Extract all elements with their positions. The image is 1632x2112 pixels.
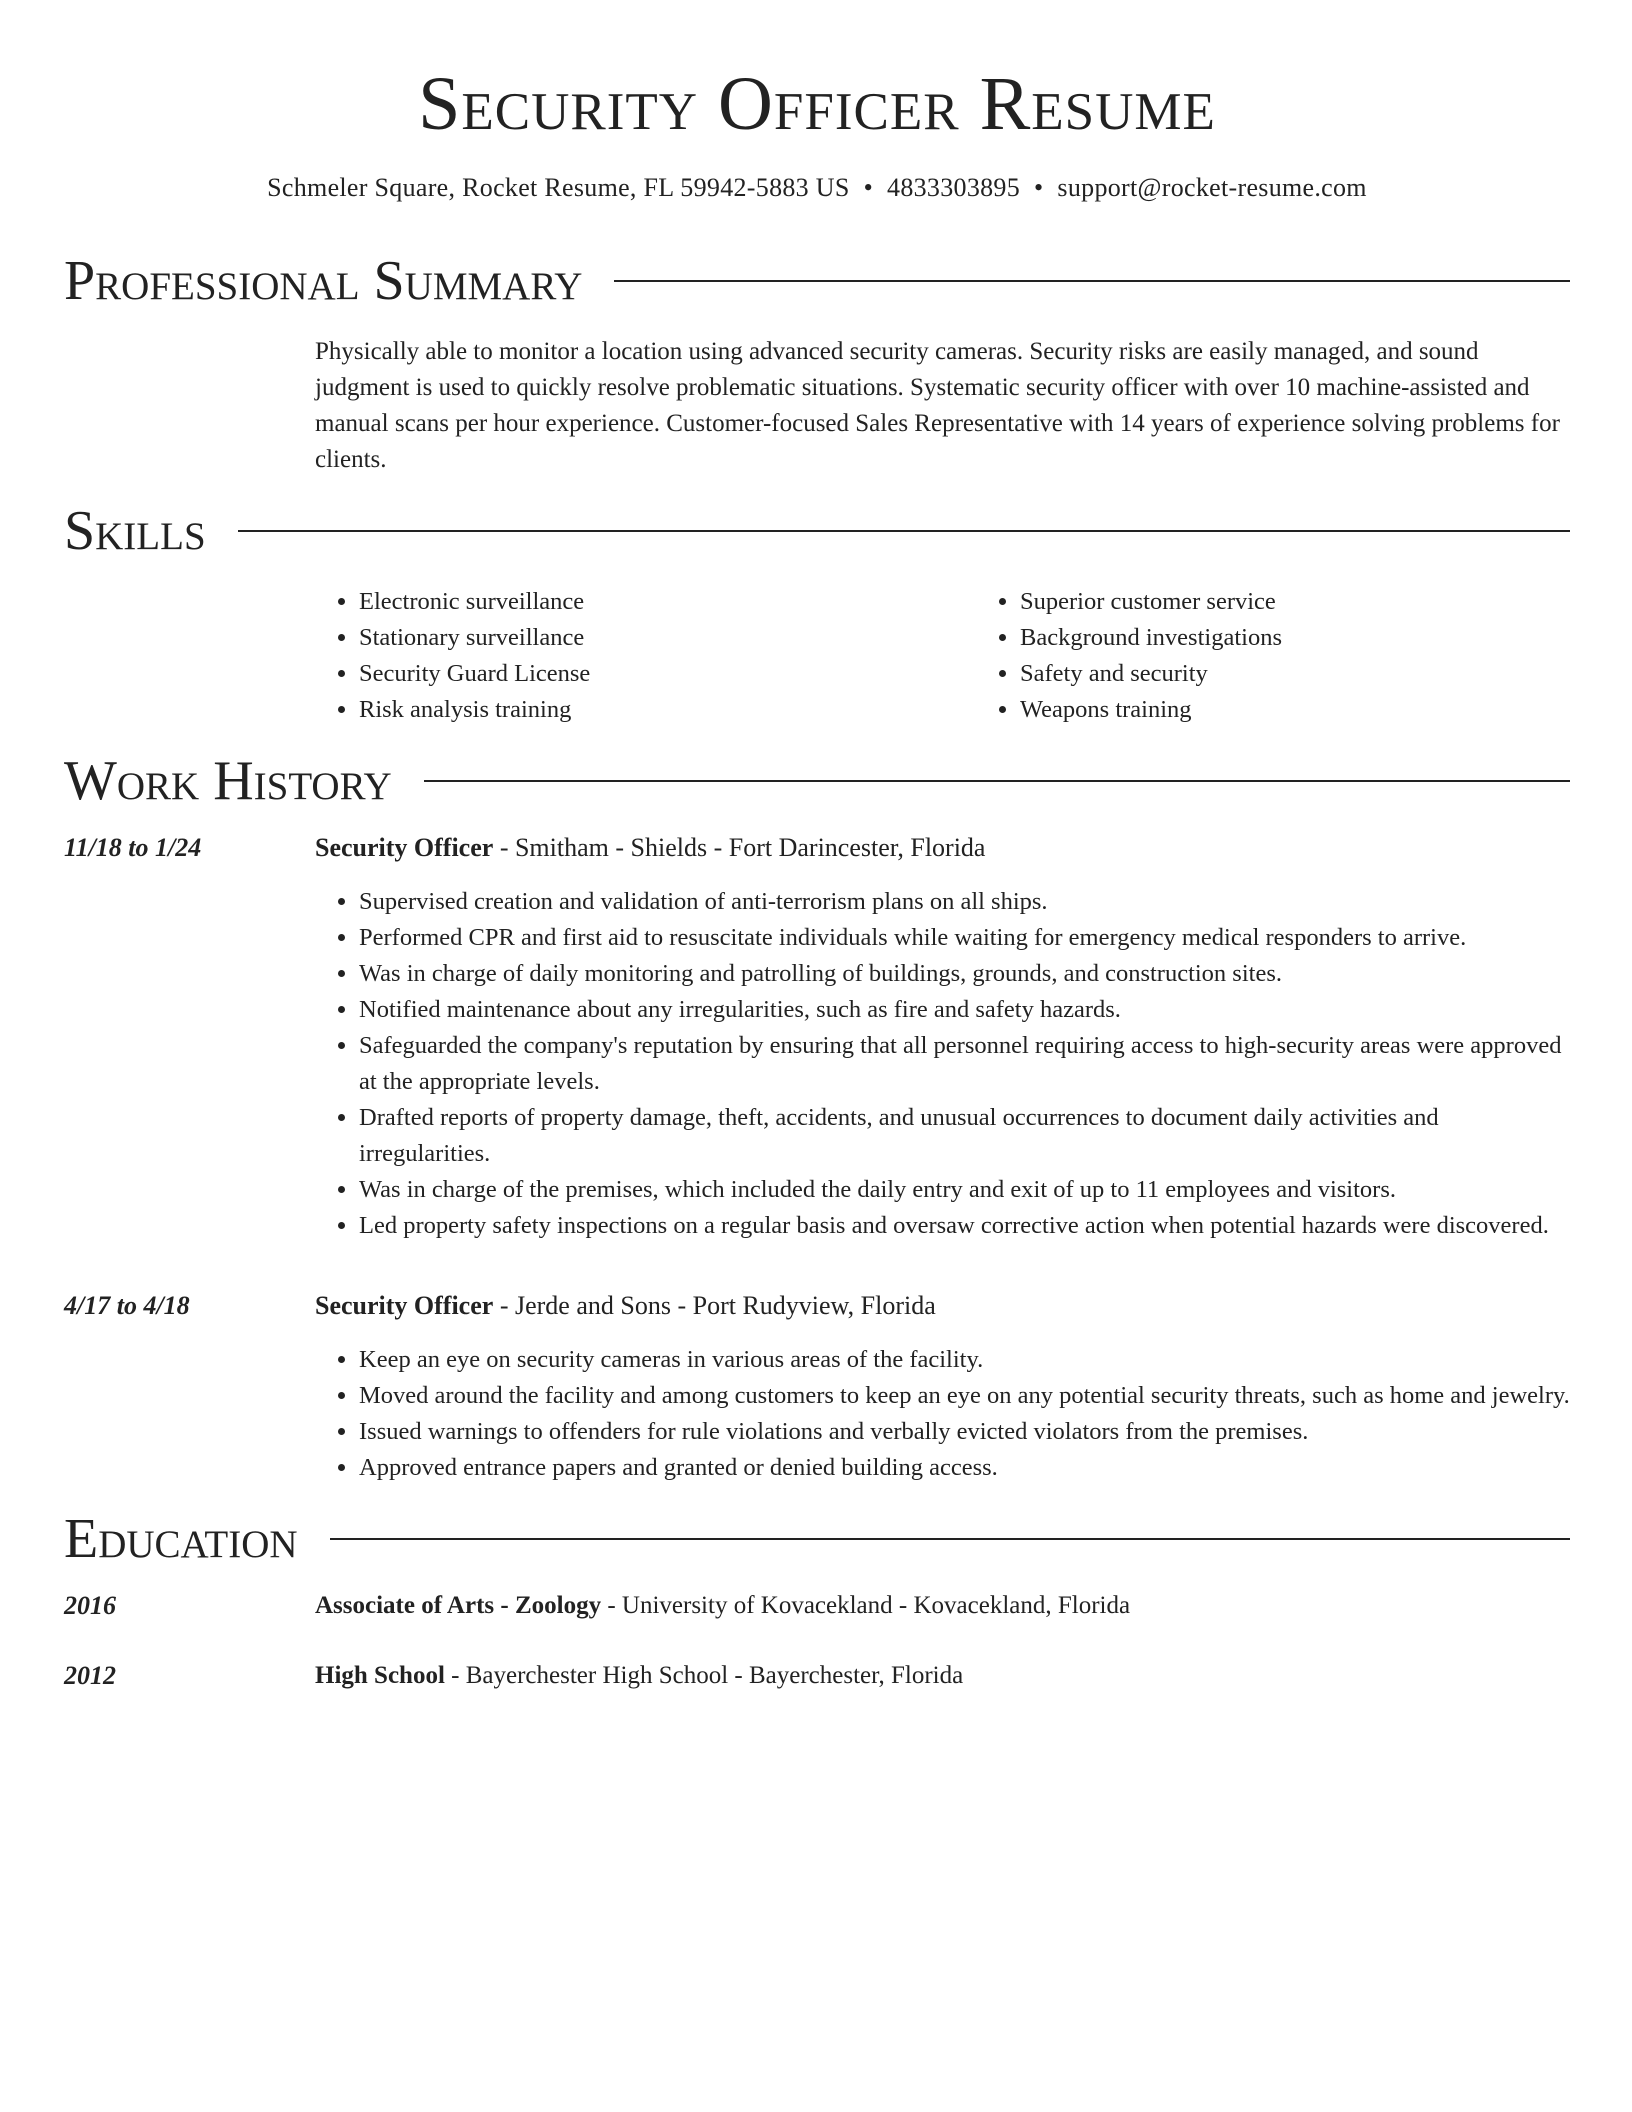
- skill-item: • Superior customer service: [1020, 584, 1632, 620]
- summary-row: [64, 334, 1570, 478]
- skills-heading: Skills: [64, 500, 206, 562]
- job-bullets: [315, 1342, 1570, 1486]
- summary-section-header: [64, 248, 1570, 314]
- education-entry: [64, 1588, 1570, 1624]
- job-bullet: • Supervised creation and validation of anti-terrorism plans on all ships.: [359, 884, 1570, 920]
- skill-item: • Stationary surveillance: [359, 620, 976, 656]
- education-year: 2016: [64, 1591, 116, 1620]
- job-bullet: • Was in charge of daily monitoring and patrolling of buildings, grounds, and construction sites.: [359, 956, 1570, 992]
- education-details: - University of Kovacekland - Kovacekland, Florida: [601, 1592, 1131, 1619]
- education-heading: Education: [64, 1508, 298, 1570]
- contact-email: support@rocket-resume.com: [1057, 173, 1367, 202]
- job-bullet: • Keep an eye on security cameras in various areas of the facility.: [359, 1342, 1570, 1378]
- job-details: - Jerde and Sons - Port Rudyview, Florida: [493, 1291, 936, 1320]
- skill-item: • Electronic surveillance: [359, 584, 976, 620]
- contact-separator: •: [1034, 173, 1044, 202]
- job-bullet: • Moved around the facility and among customers to keep an eye on any potential security threats, such as home and jewelry.: [359, 1378, 1570, 1414]
- summary-heading: Professional Summary: [64, 250, 583, 312]
- contact-phone: 4833303895: [887, 173, 1021, 202]
- job-title-line: [315, 830, 1570, 866]
- education-section-header: [64, 1506, 1570, 1572]
- section-divider: [614, 280, 1570, 282]
- section-divider: [238, 530, 1570, 532]
- education-year: 2012: [64, 1661, 116, 1690]
- job-bullet: • Was in charge of the premises, which included the daily entry and exit of up to 11 employees and visitors.: [359, 1172, 1570, 1208]
- education-entry: [64, 1658, 1570, 1694]
- skills-list-left: [315, 584, 976, 728]
- skills-row: [64, 584, 1570, 728]
- job-bullet: • Drafted reports of property damage, theft, accidents, and unusual occurrences to document daily activities and irregularities.: [359, 1100, 1570, 1172]
- job-title: Security Officer: [315, 833, 494, 862]
- skill-item: • Risk analysis training: [359, 692, 976, 728]
- work-heading: Work History: [64, 750, 392, 812]
- job-entry: [64, 1288, 1570, 1486]
- job-bullets: [315, 884, 1570, 1244]
- work-section-header: [64, 748, 1570, 814]
- section-divider: [424, 780, 1570, 782]
- contact-separator: •: [863, 173, 874, 202]
- section-divider: [330, 1538, 1570, 1540]
- skills-list-right: [976, 584, 1632, 728]
- resume-title: Security Officer Resume: [418, 62, 1216, 146]
- job-bullet: • Issued warnings to offenders for rule violations and verbally evicted violators from the premises.: [359, 1414, 1570, 1450]
- skill-item: • Safety and security: [1020, 656, 1632, 692]
- summary-text: Physically able to monitor a location using advanced security cameras. Security risks are easily managed, and sound judgment is used to quickly resolve problematic situations. Systematic security officer with over 10 machine-assisted and manual scans per hour experience. Customer-focused Sales Representative with 14 years of experience solving problems for clients.: [315, 338, 1560, 473]
- skill-item: • Weapons training: [1020, 692, 1632, 728]
- skill-item: • Background investigations: [1020, 620, 1632, 656]
- job-title-line: [315, 1288, 1570, 1324]
- job-bullet: • Approved entrance papers and granted or denied building access.: [359, 1450, 1570, 1486]
- job-bullet: • Performed CPR and first aid to resuscitate individuals while waiting for emergency medical responders to arrive.: [359, 920, 1570, 956]
- contact-address: Schmeler Square, Rocket Resume, FL 59942-5883 US: [267, 173, 850, 202]
- job-dates: 11/18 to 1/24: [64, 833, 202, 862]
- contact-line: [64, 170, 1570, 206]
- education-degree: Associate of Arts - Zoology: [315, 1592, 602, 1619]
- job-bullet: • Led property safety inspections on a regular basis and oversaw corrective action when potential hazards were discovered.: [359, 1208, 1570, 1244]
- education-degree: High School: [315, 1662, 445, 1689]
- skills-section-header: [64, 498, 1570, 564]
- education-details: - Bayerchester High School - Bayerchester, Florida: [444, 1662, 964, 1689]
- skills-columns: [315, 584, 1632, 728]
- skill-item: • Security Guard License: [359, 656, 976, 692]
- job-entry: [64, 830, 1570, 1244]
- job-details: - Smitham - Shields - Fort Darincester, Florida: [493, 833, 986, 862]
- resume-page: [64, 56, 1570, 1694]
- job-title: Security Officer: [315, 1291, 494, 1320]
- job-bullet: • Safeguarded the company's reputation by ensuring that all personnel requiring access to high-security areas were approved at the appropriate levels.: [359, 1028, 1570, 1100]
- job-dates: 4/17 to 4/18: [64, 1291, 190, 1320]
- job-bullet: • Notified maintenance about any irregularities, such as fire and safety hazards.: [359, 992, 1570, 1028]
